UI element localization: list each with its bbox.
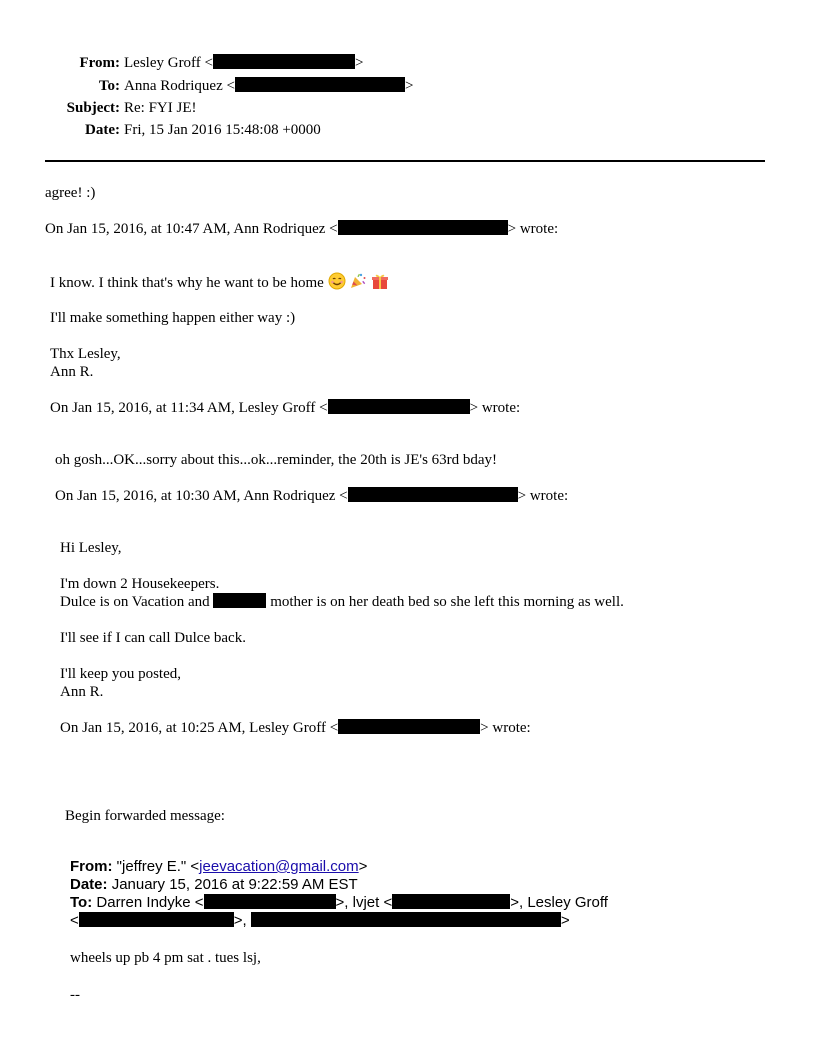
date-label: Date:	[85, 122, 120, 138]
forwarded-from: From: "jeffrey E." <jeevacation@gmail.com>	[70, 858, 368, 875]
date-value: Fri, 15 Jan 2016 15:48:08 +0000	[124, 122, 321, 138]
redaction	[328, 399, 470, 414]
redaction	[348, 487, 518, 502]
quoted-text: oh gosh...OK...sorry about this...ok...reminder, the 20th is JE's 63rd bday!	[55, 452, 498, 468]
gift-emoji	[371, 272, 389, 295]
quote-attribution: On Jan 15, 2016, at 10:47 AM, Ann Rodriquez < > wrote:	[45, 221, 559, 237]
redaction	[338, 719, 480, 734]
quote-attribution: On Jan 15, 2016, at 10:30 AM, Ann Rodriquez < > wrote:	[55, 488, 569, 504]
redaction	[338, 220, 508, 235]
forwarded-to: To: Darren Indyke < >, lvjet < >, Lesley Groff	[70, 894, 608, 911]
to-label: To:	[98, 78, 120, 94]
redaction	[251, 912, 561, 927]
smiling-face-emoji	[328, 272, 346, 295]
reply-text: agree! :)	[45, 185, 96, 201]
redaction	[235, 77, 405, 92]
party-popper-emoji	[349, 272, 367, 295]
quoted-signoff-name: Ann R.	[50, 364, 94, 380]
quoted-signoff: Thx Lesley,	[50, 346, 121, 362]
redaction	[213, 593, 266, 608]
redaction	[213, 54, 355, 69]
forwarded-date: Date: January 15, 2016 at 9:22:59 AM EST	[70, 876, 358, 893]
from-value: Lesley Groff < >	[124, 55, 364, 71]
quoted-greeting: Hi Lesley,	[60, 540, 122, 556]
redaction	[392, 894, 510, 909]
forwarded-message-text: wheels up pb 4 pm sat . tues lsj,	[70, 950, 261, 966]
forwarded-message-heading: Begin forwarded message:	[65, 808, 225, 824]
redaction	[204, 894, 336, 909]
subject-value: Re: FYI JE!	[124, 100, 197, 116]
quoted-text: I'm down 2 Housekeepers.	[60, 576, 220, 592]
subject-label: Subject:	[66, 100, 120, 116]
quoted-text: I'll make something happen either way :)	[50, 310, 296, 326]
quoted-signoff: I'll keep you posted,	[60, 666, 182, 682]
forwarded-to-continued: < >, >	[70, 912, 570, 929]
quoted-signoff-name: Ann R.	[60, 684, 104, 700]
signature-separator: --	[70, 987, 80, 1003]
quoted-text: I'll see if I can call Dulce back.	[60, 630, 246, 646]
quote-attribution: On Jan 15, 2016, at 10:25 AM, Lesley Groff < > wrote:	[60, 720, 531, 736]
header-divider	[45, 160, 765, 162]
quoted-text: I know. I think that's why he want to be home	[50, 272, 389, 295]
from-label: From:	[79, 55, 120, 71]
sender-email-link[interactable]: jeevacation@gmail.com	[199, 858, 359, 875]
redaction	[79, 912, 234, 927]
quoted-text: Dulce is on Vacation and mother is on her death bed so she left this morning as well.	[60, 594, 624, 610]
to-value: Anna Rodriquez < >	[124, 78, 414, 94]
quote-attribution: On Jan 15, 2016, at 11:34 AM, Lesley Groff < > wrote:	[50, 400, 521, 416]
